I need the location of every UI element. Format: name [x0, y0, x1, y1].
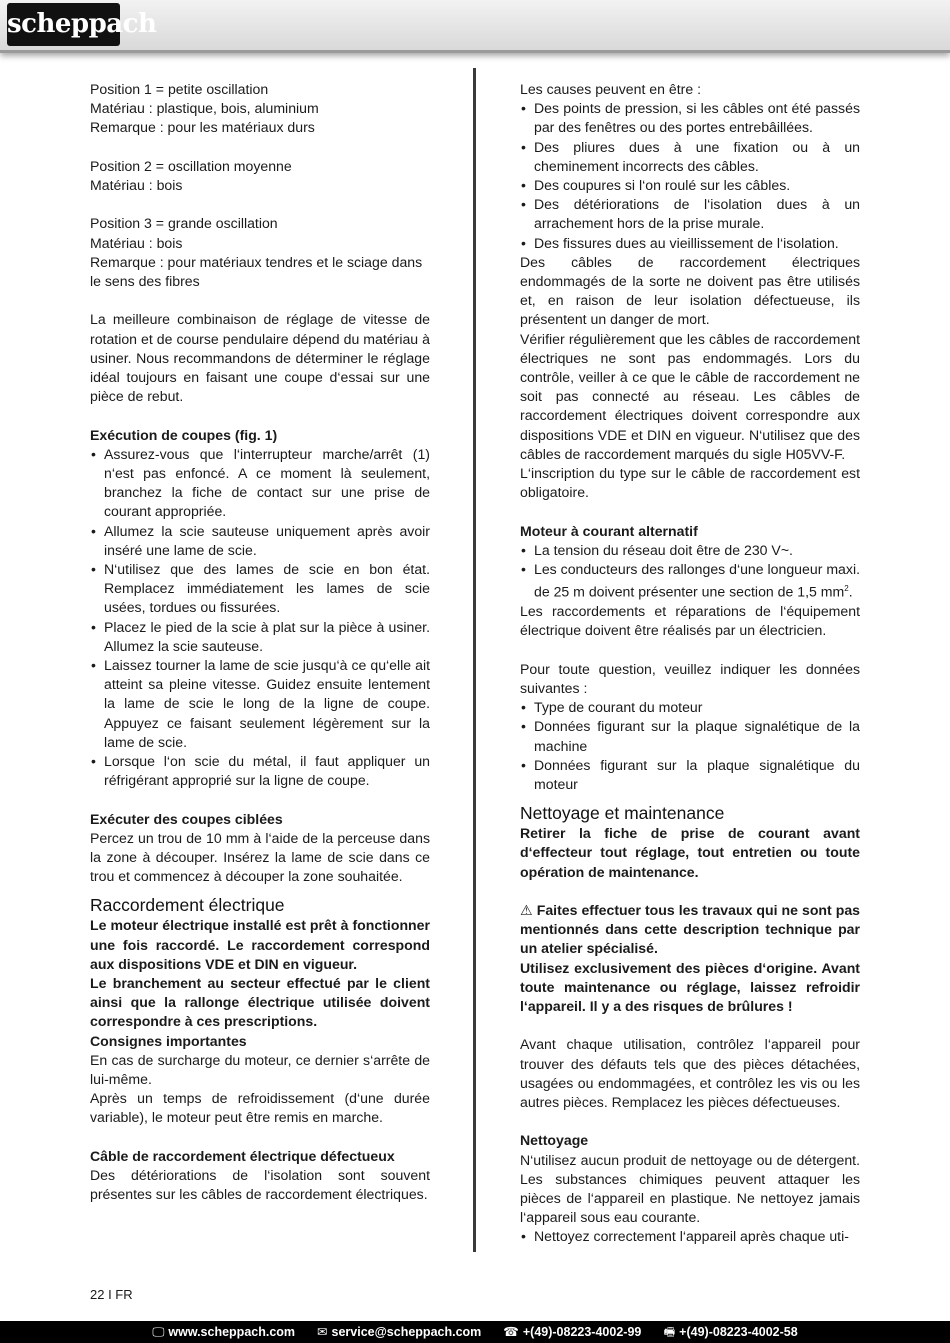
pos3-line3: Remarque : pour matériaux tendres et le sciage dans le sens des fibres: [90, 253, 423, 289]
list-item: • Données figurant sur la plaque signalétique du moteur: [520, 756, 860, 794]
clean-bold-2-text: Faites effectuer tous les travaux qui ne sont pas mentionnés dans cette description technique par un atelier spécialisé.: [520, 901, 861, 957]
footer-web[interactable]: [152, 1321, 295, 1343]
damaged-cables-text: Des câbles de raccordement électriques endommagés de la sorte ne doivent pas être utilisés et, en raison de leur isolation défectueuse, ils présentent un danger de mort.: [520, 253, 860, 328]
clean-bold-3: Utilisez exclusivement des pièces d‘origine. Avant toute maintenance ou réglage, laissez refroidir l‘appareil. Il y a des risques de brûlures !: [520, 959, 860, 1014]
clean-bold-1: Retirer la fiche de prise de courant avant d‘effecteur tout réglage, tout entretien ou toute opération de maintenance.: [520, 825, 860, 880]
cibl-text: Percez un trou de 10 mm à l‘aide de la perceuse dans la zone à découper. Insérez la lame de scie dans ce trou et commencez à découper la zone souhaitée.: [90, 829, 430, 885]
right-column: [520, 80, 860, 1247]
list-item: • Des pliures dues à une fixation ou à un cheminement incorrects des câbles.: [520, 138, 860, 176]
pos3-line1: Position 3 = grande oscillation: [90, 215, 278, 232]
fax-icon: 🖷: [663, 1325, 676, 1339]
question-text: Pour toute question, veuillez indiquer les données suivantes :: [520, 660, 860, 696]
superscript: 2: [844, 584, 849, 594]
elec-bold-2: Le branchement au secteur effectué par le client ainsi que la rallonge électrique utilisée doivent correspondre à ces prescriptions.: [90, 975, 430, 1030]
pos2-line1: Position 2 = oscillation moyenne: [90, 157, 292, 174]
exec-list: [90, 445, 430, 791]
inscription-text: L‘inscription du type sur le câble de raccordement est obligatoire.: [520, 465, 860, 501]
list-item: • Nettoyez correctement l‘appareil après chaque uti-: [520, 1227, 860, 1246]
elec-bold-1: Le moteur électrique installé est prêt à fonctionner une fois raccordé. Le raccordement correspond aux dispositions VDE et DIN en vigueur.: [90, 917, 430, 972]
pos1-line2: Matériau : plastique, bois, aluminium: [90, 100, 319, 117]
pos1-line1: Position 1 = petite oscillation: [90, 81, 269, 97]
list-item: • Allumez la scie sauteuse uniquement après avoir inséré une lame de scie.: [90, 522, 430, 560]
list-item: • Assurez-vous que l‘interrupteur marche/arrêt (1) n‘est pas enfoncé. A ce moment là seulement, branchez la fiche de contact sur une prise de courant appropriée.: [90, 445, 430, 522]
footer-mail[interactable]: [317, 1321, 481, 1343]
list-item: • Des points de pression, si les câbles ont été passés par des fenêtres ou des portes entrebâillées.: [520, 99, 860, 137]
list-item: [520, 560, 860, 602]
footer-contact-bar: [0, 1321, 950, 1343]
clean-heading: Nettoyage et maintenance: [520, 803, 725, 824]
footer-phone-text: +(49)-08223-4002-99: [522, 1325, 642, 1339]
nett-list: [520, 1227, 860, 1246]
page-number: 22 I FR: [90, 1287, 133, 1302]
pos1-line3: Remarque : pour les matériaux durs: [90, 119, 315, 136]
list-item: • Des fissures dues au vieillissement de l‘isolation.: [520, 234, 860, 253]
elec-heading: Raccordement électrique: [90, 895, 285, 916]
motor-item2-end: .: [848, 583, 853, 600]
before-use-text: Avant chaque utilisation, contrôlez l‘appareil pour trouver des défauts tels que des pièces détachées, usagées ou endommagées, et contrôlez les vis ou les autres pièces. Remplacez les pièces défectueuses.: [520, 1036, 860, 1110]
list-item: • Lorsque l‘on scie du métal, il faut appliquer un réfrigérant approprié sur la ligne de coupe.: [90, 752, 430, 790]
causes-list: [520, 99, 860, 253]
warning-icon: ⚠: [520, 901, 533, 918]
cable-text: Des détériorations de l‘isolation sont souvent présentes sur les câbles de raccordement électriques.: [90, 1167, 430, 1203]
list-item: • La tension du réseau doit être de 230 V~.: [520, 541, 860, 560]
list-item: • Laissez tourner la lame de scie jusqu‘à ce qu‘elle ait atteint sa pleine vitesse. Guidez ensuite lentement la lame de scie le long de la ligne de coupe. Appuyez ce faisant seulement légèrement sur la lame de scie.: [90, 656, 430, 752]
footer-phone: [503, 1321, 641, 1343]
causes-intro: Les causes peuvent en être :: [520, 81, 701, 97]
column-divider: [473, 68, 476, 1252]
list-item: • Placez le pied de la scie à plat sur la pièce à usiner. Allumez la scie sauteuse.: [90, 618, 430, 656]
page-header: [0, 0, 950, 53]
best-combination-text: La meilleure combinaison de réglage de vitesse de rotation et de course pendulaire dépend du matériau à usiner. Nous recommandons de déterminer le réglage idéal toujours en faisant une coupe d‘essai sur une pièce de rebut.: [90, 311, 430, 405]
verify-text: Vérifier régulièrement que les câbles de raccordement électriques ne sont pas endommagés. Lors du contrôle, veiller à ce que le câble de raccordement ne soit pas connecté au réseau. Les câbles de raccordement électriques doivent correspondre aux dispositions VDE et DIN en vigueur. N‘utilisez que des câbles de raccordement marqués du sigle H05VV-F.: [520, 330, 860, 462]
consignes-text-1: En cas de surcharge du moteur, ce dernier s‘arrête de lui-même.: [90, 1051, 430, 1088]
cibl-heading: Exécuter des coupes ciblées: [90, 810, 283, 827]
nett-heading: Nettoyage: [520, 1132, 589, 1149]
monitor-icon: 🖵: [152, 1325, 165, 1339]
list-item: • Type de courant du moteur: [520, 698, 860, 717]
phone-icon: ☎: [503, 1325, 519, 1339]
pos3-line2: Matériau : bois: [90, 234, 183, 251]
list-item: • Des coupures si l‘on roulé sur les câbles.: [520, 176, 860, 195]
footer-fax-text: +(49)-08223-4002-58: [679, 1325, 798, 1339]
mail-icon: ✉: [317, 1325, 328, 1339]
motor-item2-text: Les conducteurs des rallonges d‘une longueur maxi. de 25 m doivent présenter une section de 1,5 mm: [534, 561, 860, 600]
question-list: [520, 698, 860, 794]
consignes-heading: Consignes importantes: [90, 1032, 247, 1049]
footer-mail-text: service@scheppach.com: [331, 1325, 482, 1339]
list-item: • Données figurant sur la plaque signalétique de la machine: [520, 717, 860, 755]
motor-list: [520, 541, 860, 602]
pos2-line2: Matériau : bois: [90, 177, 183, 193]
footer-fax: [663, 1321, 797, 1343]
brand-logo: scheppach: [7, 3, 120, 46]
cable-heading: Câble de raccordement électrique défectueux: [90, 1147, 395, 1164]
list-item: • Des détériorations de l‘isolation dues à un arrachement hors de la prise murale.: [520, 195, 860, 233]
left-column: [90, 80, 430, 1204]
repairs-text: Les raccordements et réparations de l‘équipement électrique doivent être réalisés par un électricien.: [520, 603, 860, 639]
footer-web-text: www.scheppach.com: [168, 1325, 296, 1339]
list-item: • N‘utilisez que des lames de scie en bon état. Remplacez immédiatement les lames de scie usées, tordues ou fissurées.: [90, 560, 430, 618]
exec-heading: Exécution de coupes (fig. 1): [90, 426, 278, 443]
consignes-text-2: Après un temps de refroidissement (d‘une durée variable), le moteur peut être remis en marche.: [90, 1090, 430, 1126]
motor-heading: Moteur à courant alternatif: [520, 522, 698, 539]
clean-bold-2: [520, 901, 860, 959]
nett-text: N‘utilisez aucun produit de nettoyage ou de détergent. Les substances chimiques peuvent attaquer les pièces de l‘appareil en plastique. Ne nettoyez jamais l‘appareil sous eau courante.: [520, 1151, 860, 1226]
